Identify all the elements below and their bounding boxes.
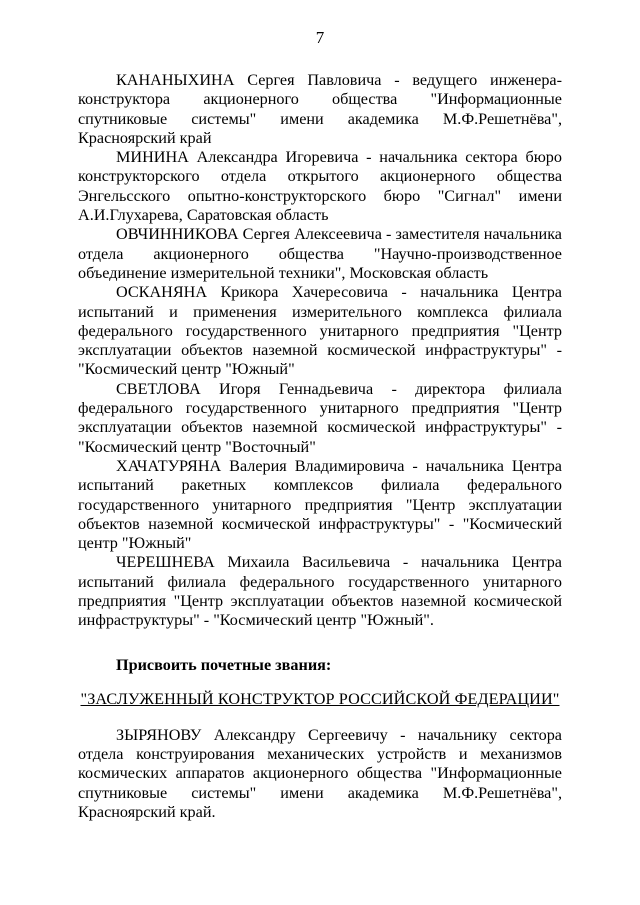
page-number: 7	[315, 28, 325, 47]
document-body	[78, 71, 562, 822]
awardee-paragraph: ОСКАНЯНА Крикора Хачересовича - начальника Центра испытаний и применения измерительного комплекса филиала федерального государственного унитарного предприятия "Центр эксплуатации объектов наземной космической инфраструктуры" - "Космический центр "Южный"	[78, 283, 562, 379]
awardee-paragraph: СВЕТЛОВА Игоря Геннадьевича - директора филиала федерального государственного унитарного предприятия "Центр эксплуатации объектов наземной космической инфраструктуры" - "Космический центр "Восточный"	[78, 379, 562, 456]
section-heading: Присвоить почетные звания:	[116, 655, 332, 674]
awardee-paragraph: ОВЧИННИКОВА Сергея Алексеевича - заместителя начальника отдела акционерного общества "Научно-производственное объединение измерительной техники", Московская область	[78, 225, 562, 282]
awardee-paragraph: МИНИНА Александра Игоревича - начальника сектора бюро конструкторского отдела открытого акционерного общества Энгельсского опытно-конструкторского бюро "Сигнал" имени А.И.Глухарева, Саратовская область	[78, 148, 562, 225]
awardee-paragraph: ХАЧАТУРЯНА Валерия Владимировича - начальника Центра испытаний ракетных комплексов филиала федерального государственного унитарного предприятия "Центр эксплуатации объектов наземной космической инфраструктуры" - "Космический центр "Южный"	[78, 456, 562, 553]
title-recipient-paragraph: ЗЫРЯНОВУ Александру Сергеевичу - начальнику сектора отдела конструирования механических устройств и механизмов космических аппаратов акционерного общества "Информационные спутниковые системы" имени академика М.Ф.Решетнёва", Красноярский край.	[78, 725, 562, 821]
honorary-title: "ЗАСЛУЖЕННЫЙ КОНСТРУКТОР РОССИЙСКОЙ ФЕДЕРАЦИИ"	[80, 689, 560, 708]
awardee-paragraph: ЧЕРЕШНЕВА Михаила Васильевича - начальника Центра испытаний филиала федерального государственного унитарного предприятия "Центр эксплуатации объектов наземной космической инфраструктуры" - "Космический центр "Южный".	[78, 553, 562, 630]
awardee-paragraph: КАНАНЫХИНА Сергея Павловича - ведущего инженера-конструктора акционерного общества "Информационные спутниковые системы" имени академика М.Ф.Решетнёва", Красноярский край	[78, 71, 562, 147]
